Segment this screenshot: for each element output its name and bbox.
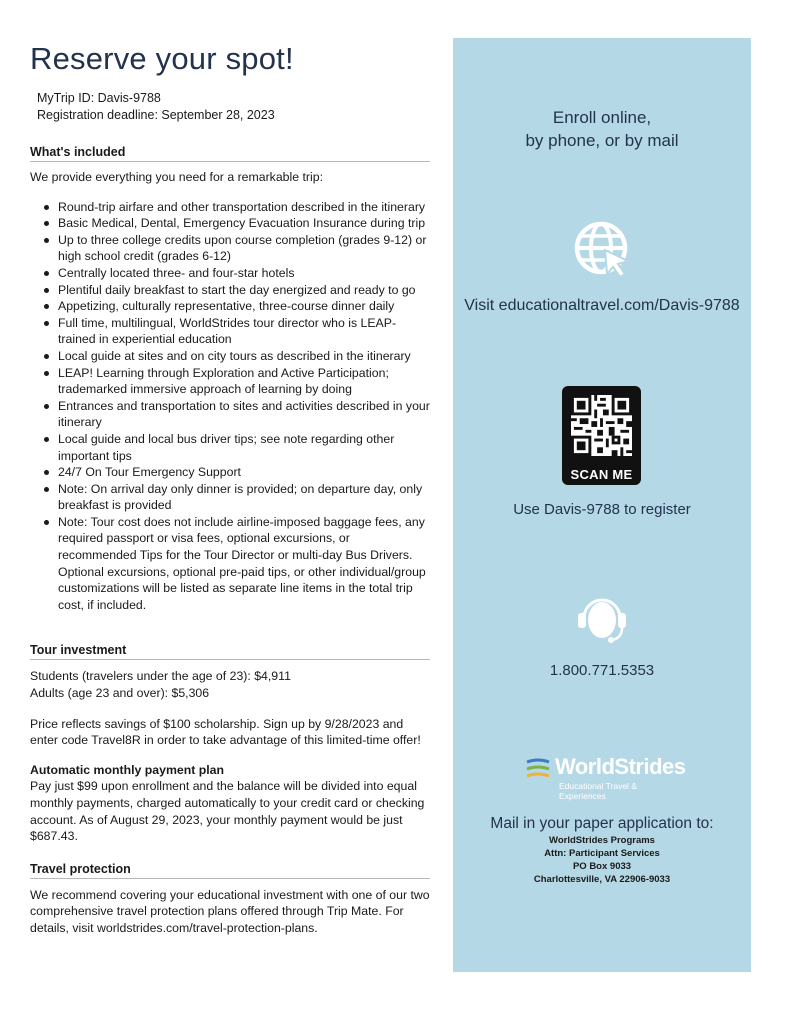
mail-line: WorldStrides Programs	[549, 835, 655, 846]
list-item: Round-trip airfare and other transportation described in the itinerary	[58, 199, 430, 216]
enroll-heading	[453, 106, 751, 152]
phone-number[interactable]: 1.800.771.5353	[549, 662, 655, 679]
list-item: 24/7 On Tour Emergency Support	[58, 464, 430, 481]
visit-url[interactable]: Visit educationaltravel.com/Davis-9788	[464, 297, 740, 314]
globe-cursor-icon	[574, 221, 632, 279]
list-item: Plentiful daily breakfast to start the day energized and ready to go	[58, 282, 430, 299]
payment-plan-text: Pay just $99 upon enrollment and the balance will be divided into equal monthly payments, charged automatically to your credit card or checking account. As of August 29, 2023, your monthly payment would be just $687.43.	[30, 779, 425, 844]
included-intro: We provide everything you need for a remarkable trip:	[30, 170, 323, 184]
logo-mark	[525, 758, 551, 780]
savings-note: Price reflects savings of $100 scholarship. Sign up by 9/28/2023 and enter code Travel8R in order to take advantage of this limited-time offer!	[30, 716, 421, 748]
payment-plan-heading: Automatic monthly payment plan	[30, 762, 225, 777]
qr-label: SCAN ME	[570, 467, 633, 482]
list-item: Note: On arrival day only dinner is provided; on departure day, only breakfast is provided	[58, 481, 430, 514]
list-item: Full time, multilingual, WorldStrides tour director who is LEAP-trained in experiential education	[58, 315, 430, 348]
enroll-line-1: Enroll online,	[552, 108, 652, 127]
trip-meta	[37, 90, 430, 124]
list-item: Local guide at sites and on city tours as described in the itinerary	[58, 348, 430, 365]
qr-code-icon[interactable]	[562, 386, 641, 485]
worldstrides-logo-icon	[523, 754, 686, 801]
price-adults: Adults (age 23 and over): $5,306	[30, 686, 210, 701]
list-item: Entrances and transportation to sites and activities described in your itinerary	[58, 398, 430, 430]
list-item: Centrally located three- and four-star hotels	[58, 265, 430, 282]
headset-icon	[572, 590, 632, 650]
logo-name: WorldStrides	[555, 754, 686, 779]
list-item: Note: Tour cost does not include airline-imposed baggage fees, any required passport or visa fees, optional excursions, or recommended Tips for the Tour Director or multi-day Bus Drivers. Optional excursions, optional pre-paid tips, or other individual/group customizations will be listed as separate line items in the total trip cost, if included.	[58, 514, 430, 614]
registration-deadline: Registration deadline: September 28, 2023	[37, 108, 275, 122]
page-title: Reserve your spot!	[30, 41, 294, 76]
list-item: Basic Medical, Dental, Emergency Evacuation Insurance during trip	[58, 215, 430, 232]
register-code: Use Davis-9788 to register	[513, 501, 691, 518]
mail-heading: Mail in your paper application to:	[490, 815, 714, 832]
list-item: Local guide and local bus driver tips; see note regarding other important tips	[58, 431, 430, 464]
mail-line: Charlottesville, VA 22906-9033	[533, 874, 671, 885]
trip-id: MyTrip ID: Davis-9788	[37, 91, 161, 105]
price-students: Students (travelers under the age of 23): $4,911	[30, 669, 291, 684]
protection-heading: Travel protection	[30, 861, 430, 879]
included-list	[30, 199, 430, 614]
list-item: Appetizing, culturally representative, three-course dinner daily	[58, 298, 430, 315]
included-heading: What's included	[30, 144, 430, 162]
enroll-line-2: by phone, or by mail	[525, 131, 679, 150]
enroll-sidebar	[453, 38, 751, 972]
logo-tagline: Educational Travel & Experiences	[559, 781, 637, 801]
mail-line: Attn: Participant Services	[544, 848, 660, 859]
list-item: LEAP! Learning through Exploration and Active Participation; trademarked immersive approach of learning by doing	[58, 365, 430, 398]
list-item: Up to three college credits upon course completion (grades 9-12) or high school credit (grades 6-12)	[58, 232, 430, 265]
qr-pattern	[571, 395, 632, 456]
mail-line: PO Box 9033	[572, 861, 632, 872]
mail-address	[453, 834, 751, 886]
investment-heading: Tour investment	[30, 642, 430, 660]
protection-text: We recommend covering your educational investment with one of our two comprehensive travel protection plans offered through Trip Mate. For details, visit worldstrides.com/travel-protection-plans.	[30, 887, 430, 935]
main-column	[30, 40, 430, 937]
